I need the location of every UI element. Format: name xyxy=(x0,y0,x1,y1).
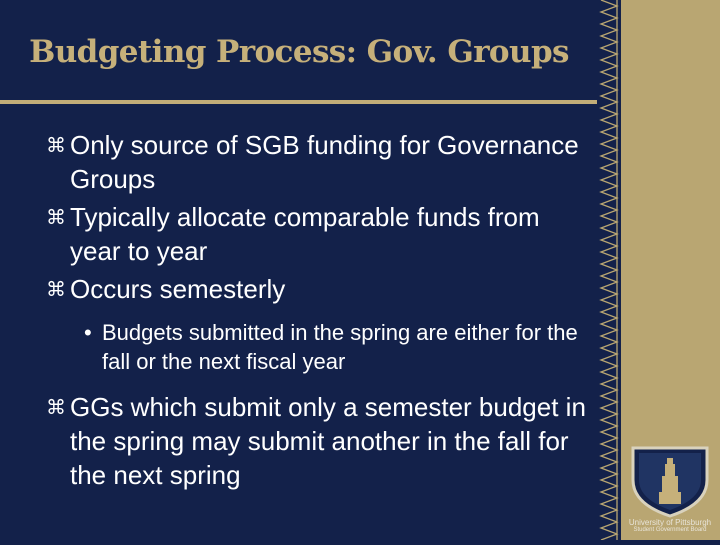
bullet-text: GGs which submit only a semester budget in the spring may submit another in the fall for the next spring xyxy=(70,392,586,490)
command-bullet-icon: ⌘ xyxy=(46,277,66,301)
bullet-item xyxy=(46,200,591,268)
bullet-text: Typically allocate comparable funds from year to year xyxy=(70,202,540,266)
command-bullet-icon: ⌘ xyxy=(46,205,66,229)
dot-bullet-icon: • xyxy=(84,320,92,345)
shield-icon xyxy=(623,440,717,518)
bullet-text: Only source of SGB funding for Governance Groups xyxy=(70,130,579,194)
bullet-text: Occurs semesterly xyxy=(70,274,286,304)
slide-title: Budgeting Process: Gov. Groups xyxy=(29,34,569,70)
bullet-list xyxy=(46,128,591,496)
sub-bullet-text: Budgets submitted in the spring are either for the fall or the next fiscal year xyxy=(102,320,578,374)
logo-text: University of Pittsburgh xyxy=(628,518,712,527)
bullet-item xyxy=(46,128,591,196)
zigzag-pattern xyxy=(597,0,621,540)
bullet-item xyxy=(46,272,591,306)
title-divider xyxy=(0,100,598,104)
command-bullet-icon: ⌘ xyxy=(46,395,66,419)
zigzag-border xyxy=(597,0,621,540)
sub-bullet-item xyxy=(46,318,591,376)
sgb-crest-logo xyxy=(623,440,717,536)
command-bullet-icon: ⌘ xyxy=(46,133,66,157)
logo-subtext: Student Government Board xyxy=(633,527,707,533)
bullet-item xyxy=(46,390,591,492)
